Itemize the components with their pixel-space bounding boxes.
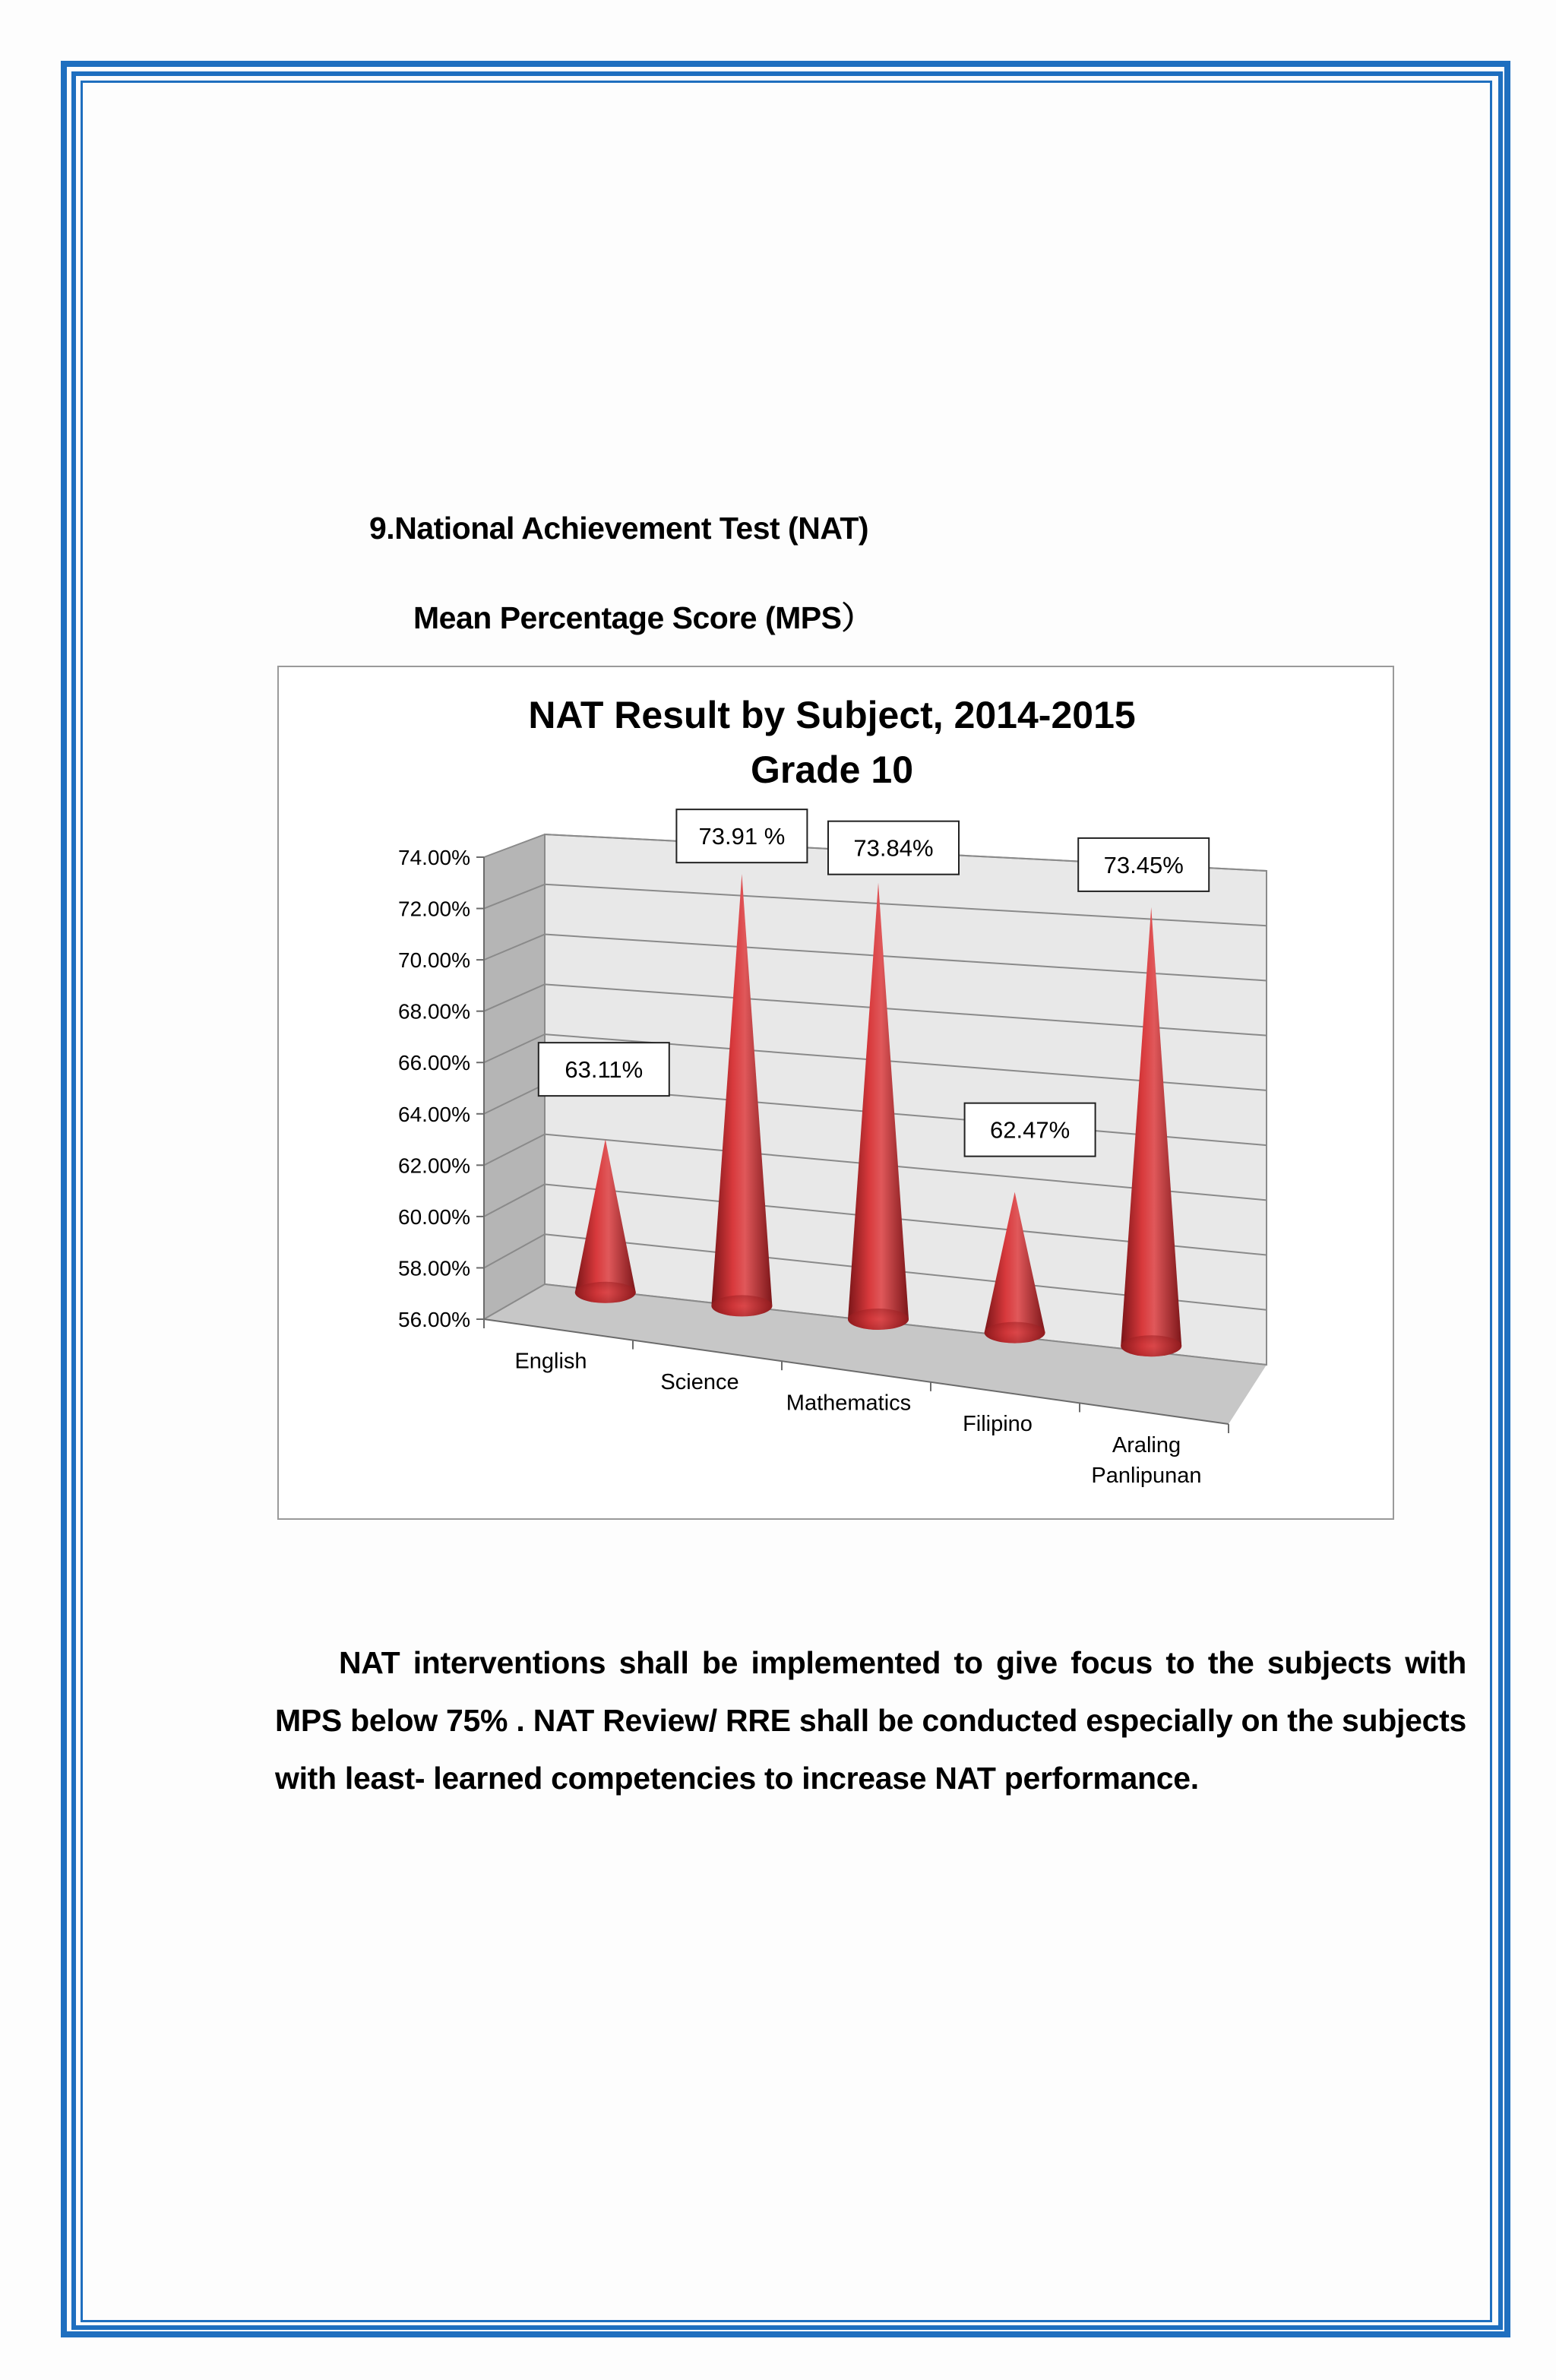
y-axis — [398, 846, 484, 1331]
chart-side-wall — [484, 834, 545, 1319]
section-title: 9.National Achievement Test (NAT) — [369, 511, 869, 546]
x-tick-label: English — [514, 1349, 587, 1374]
y-tick-label: 56.00% — [398, 1308, 470, 1331]
y-tick-label: 60.00% — [398, 1204, 470, 1229]
y-tick-label: 72.00% — [398, 897, 470, 921]
y-tick-label: 74.00% — [398, 846, 470, 869]
cone-base — [575, 1282, 636, 1303]
data-label: 73.91 % — [698, 823, 786, 850]
chart-title: NAT Result by Subject, 2014-2015 — [528, 694, 1136, 736]
x-tick-label: Mathematics — [786, 1391, 912, 1416]
chart-subtitle: Grade 10 — [750, 748, 914, 791]
cone-base — [1121, 1335, 1181, 1356]
data-label: 73.45% — [1103, 851, 1184, 878]
data-label: 73.84% — [853, 834, 934, 862]
body-paragraph: NAT interventions shall be implemented to give focus to the subjects with MPS below 75% . NAT Review/ RRE shall be conducted especially on the subjects with least- learned competencies to increase NAT performance. — [275, 1645, 1466, 1796]
y-tick-label: 64.00% — [398, 1102, 470, 1126]
x-tick-label: Filipino — [963, 1412, 1033, 1437]
cone-base — [848, 1309, 909, 1330]
y-tick-label: 58.00% — [398, 1256, 470, 1280]
cone-base — [985, 1322, 1045, 1343]
y-tick-label: 66.00% — [398, 1051, 470, 1075]
cone-chart — [279, 667, 1393, 1518]
x-tick-label: Science — [660, 1369, 739, 1394]
cone-base — [711, 1295, 772, 1316]
y-tick-label: 68.00% — [398, 999, 470, 1024]
section-subtitle: Mean Percentage Score (MPS） — [413, 600, 872, 635]
data-label: 62.47% — [990, 1116, 1071, 1144]
x-tick-label: Araling Panlipunan — [1091, 1432, 1202, 1488]
data-label: 63.11% — [565, 1056, 644, 1084]
y-tick-label: 62.00% — [398, 1154, 470, 1178]
chart-container — [277, 666, 1394, 1520]
y-tick-label: 70.00% — [398, 948, 470, 973]
